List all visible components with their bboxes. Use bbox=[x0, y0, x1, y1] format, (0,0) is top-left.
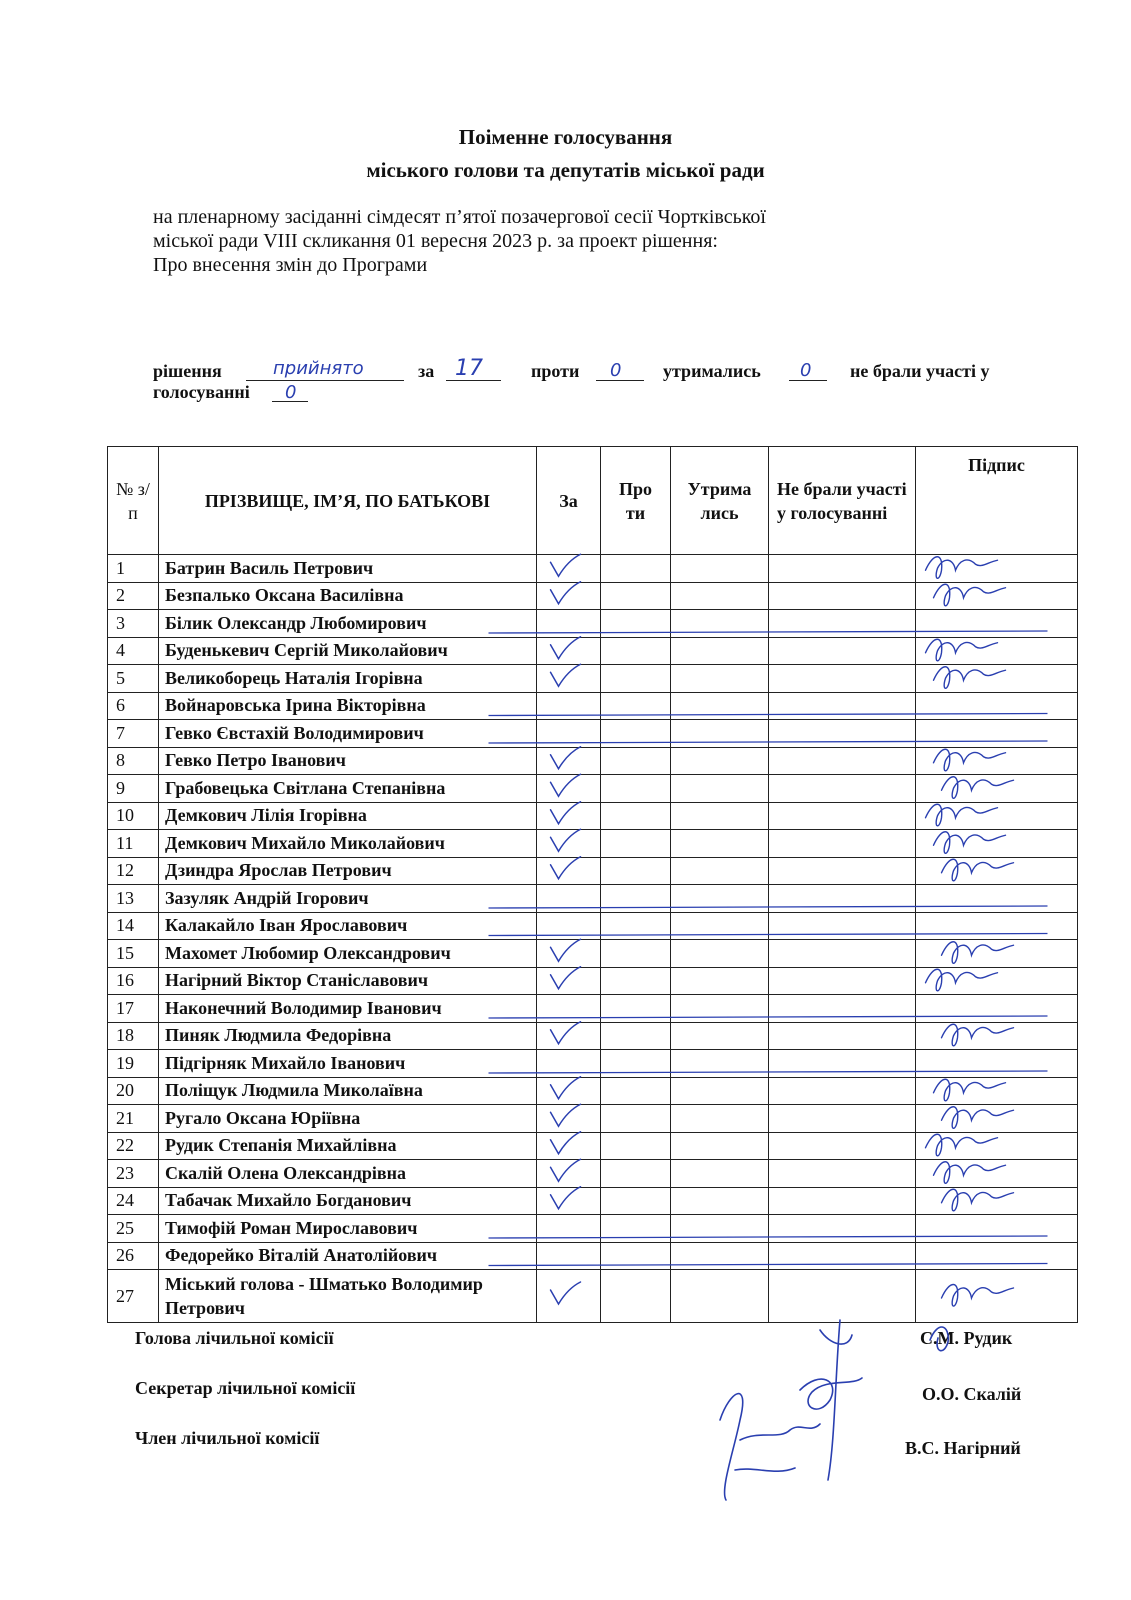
cell-against bbox=[601, 830, 671, 858]
table-row bbox=[108, 692, 1078, 720]
table-row bbox=[108, 912, 1078, 940]
cell-against bbox=[601, 1270, 671, 1323]
row-name: Великоборець Наталія Ігорівна bbox=[159, 665, 537, 693]
cell-signature bbox=[916, 885, 1078, 913]
row-number: 12 bbox=[108, 857, 159, 885]
cell-not-voting bbox=[769, 610, 916, 638]
cell-against bbox=[601, 802, 671, 830]
table-row bbox=[108, 1050, 1078, 1078]
header-not-voting: Не брали участі у голосуванні bbox=[769, 447, 916, 555]
row-number: 16 bbox=[108, 967, 159, 995]
cell-not-voting bbox=[769, 1105, 916, 1133]
cell-for bbox=[537, 802, 601, 830]
cell-against bbox=[601, 720, 671, 748]
row-name: Демкович Михайло Миколайович bbox=[159, 830, 537, 858]
for-label: за bbox=[418, 361, 435, 381]
cell-abstained bbox=[671, 995, 769, 1023]
cell-against bbox=[601, 1187, 671, 1215]
page-title-line1: Поіменне голосування bbox=[458, 125, 673, 149]
footer-role-3: Член лічильної комісії bbox=[135, 1428, 320, 1448]
row-name: Рудик Степанія Михайлівна bbox=[159, 1132, 537, 1160]
table-row bbox=[108, 1270, 1078, 1323]
table-row bbox=[108, 637, 1078, 665]
row-name: Буденькевич Сергій Миколайович bbox=[159, 637, 537, 665]
cell-against bbox=[601, 692, 671, 720]
intro-paragraph bbox=[153, 205, 1063, 277]
cell-against bbox=[601, 940, 671, 968]
for-value: 17 bbox=[455, 356, 483, 381]
row-name: Тимофій Роман Мирославович bbox=[159, 1215, 537, 1243]
header-against: Про ти bbox=[601, 447, 671, 555]
row-name: Скалій Олена Олександрівна bbox=[159, 1160, 537, 1188]
header-name: ПРІЗВИЩЕ, ІМ’Я, ПО БАТЬКОВІ bbox=[159, 447, 537, 555]
cell-for bbox=[537, 1132, 601, 1160]
row-number: 10 bbox=[108, 802, 159, 830]
not-voting-label-cont: голосуванні bbox=[153, 382, 250, 402]
cell-for bbox=[537, 912, 601, 940]
cell-not-voting bbox=[769, 637, 916, 665]
cell-signature bbox=[916, 582, 1078, 610]
row-number: 14 bbox=[108, 912, 159, 940]
header-signature: Підпис bbox=[916, 447, 1078, 555]
table-row bbox=[108, 1242, 1078, 1270]
row-number: 18 bbox=[108, 1022, 159, 1050]
row-name: Калакайло Іван Ярославович bbox=[159, 912, 537, 940]
intro-line-1: на пленарному засіданні сімдесят п’ятої позачергової сесії Чортківської bbox=[153, 206, 766, 228]
row-name: Войнаровська Ірина Вікторівна bbox=[159, 692, 537, 720]
decision-underline bbox=[246, 380, 404, 381]
not-voting-value: 0 bbox=[285, 382, 297, 403]
cell-for bbox=[537, 1270, 601, 1323]
cell-against bbox=[601, 637, 671, 665]
footer-name-2: О.О. Скалій bbox=[922, 1384, 1022, 1404]
cell-signature bbox=[916, 1132, 1078, 1160]
table-row bbox=[108, 1132, 1078, 1160]
cell-not-voting bbox=[769, 857, 916, 885]
cell-abstained bbox=[671, 747, 769, 775]
cell-abstained bbox=[671, 912, 769, 940]
row-number: 13 bbox=[108, 885, 159, 913]
row-number: 11 bbox=[108, 830, 159, 858]
cell-against bbox=[601, 610, 671, 638]
table-row bbox=[108, 857, 1078, 885]
cell-abstained bbox=[671, 582, 769, 610]
header-for: За bbox=[537, 447, 601, 555]
cell-abstained bbox=[671, 1187, 769, 1215]
header-abstained: Утрима лись bbox=[671, 447, 769, 555]
cell-for bbox=[537, 692, 601, 720]
cell-abstained bbox=[671, 1270, 769, 1323]
cell-abstained bbox=[671, 1050, 769, 1078]
cell-abstained bbox=[671, 940, 769, 968]
row-number: 25 bbox=[108, 1215, 159, 1243]
cell-against bbox=[601, 995, 671, 1023]
cell-signature bbox=[916, 1215, 1078, 1243]
row-number: 24 bbox=[108, 1187, 159, 1215]
cell-not-voting bbox=[769, 1050, 916, 1078]
cell-for bbox=[537, 830, 601, 858]
cell-against bbox=[601, 1242, 671, 1270]
cell-for bbox=[537, 1215, 601, 1243]
table-row bbox=[108, 775, 1078, 803]
row-name: Грабовецька Світлана Степанівна bbox=[159, 775, 537, 803]
cell-for bbox=[537, 582, 601, 610]
cell-abstained bbox=[671, 1215, 769, 1243]
footer-role-1: Голова лічильної комісії bbox=[135, 1328, 334, 1348]
cell-not-voting bbox=[769, 940, 916, 968]
table-row bbox=[108, 1160, 1078, 1188]
cell-abstained bbox=[671, 555, 769, 583]
cell-for bbox=[537, 885, 601, 913]
row-name: Зазуляк Андрій Ігорович bbox=[159, 885, 537, 913]
cell-signature bbox=[916, 1050, 1078, 1078]
row-number: 26 bbox=[108, 1242, 159, 1270]
cell-against bbox=[601, 555, 671, 583]
cell-abstained bbox=[671, 1022, 769, 1050]
row-name: Ругало Оксана Юріївна bbox=[159, 1105, 537, 1133]
cell-against bbox=[601, 1050, 671, 1078]
cell-not-voting bbox=[769, 582, 916, 610]
row-name: Гевко Петро Іванович bbox=[159, 747, 537, 775]
cell-against bbox=[601, 912, 671, 940]
table-row bbox=[108, 940, 1078, 968]
row-number: 5 bbox=[108, 665, 159, 693]
row-name: Дзиндра Ярослав Петрович bbox=[159, 857, 537, 885]
cell-for bbox=[537, 1242, 601, 1270]
cell-abstained bbox=[671, 1160, 769, 1188]
cell-for bbox=[537, 1187, 601, 1215]
cell-abstained bbox=[671, 610, 769, 638]
cell-against bbox=[601, 885, 671, 913]
cell-not-voting bbox=[769, 1160, 916, 1188]
handwritten-signature bbox=[800, 1378, 862, 1409]
cell-not-voting bbox=[769, 1215, 916, 1243]
row-number: 20 bbox=[108, 1077, 159, 1105]
cell-not-voting bbox=[769, 830, 916, 858]
cell-signature bbox=[916, 1160, 1078, 1188]
intro-line-2: міської ради VIII скликання 01 вересня 2023 р. за проект рішення: bbox=[153, 230, 718, 252]
abstained-value: 0 bbox=[800, 360, 812, 381]
cell-not-voting bbox=[769, 665, 916, 693]
row-name: Демкович Лілія Ігорівна bbox=[159, 802, 537, 830]
row-number: 22 bbox=[108, 1132, 159, 1160]
cell-for bbox=[537, 1105, 601, 1133]
cell-against bbox=[601, 1077, 671, 1105]
row-name: Гевко Євстахій Володимирович bbox=[159, 720, 537, 748]
table-row bbox=[108, 1215, 1078, 1243]
row-number: 6 bbox=[108, 692, 159, 720]
table-row bbox=[108, 802, 1078, 830]
footer-name-1: С.М. Рудик bbox=[920, 1328, 1013, 1348]
table-row bbox=[108, 1187, 1078, 1215]
table-row bbox=[108, 555, 1078, 583]
intro-line-3: Про внесення змін до Програми bbox=[153, 254, 428, 276]
row-name: Поліщук Людмила Миколаївна bbox=[159, 1077, 537, 1105]
cell-not-voting bbox=[769, 885, 916, 913]
row-name: Батрин Василь Петрович bbox=[159, 555, 537, 583]
cell-against bbox=[601, 1132, 671, 1160]
row-name: Табачак Михайло Богданович bbox=[159, 1187, 537, 1215]
cell-abstained bbox=[671, 857, 769, 885]
cell-for bbox=[537, 720, 601, 748]
cell-for bbox=[537, 610, 601, 638]
cell-against bbox=[601, 1215, 671, 1243]
cell-signature bbox=[916, 1105, 1078, 1133]
cell-signature bbox=[916, 1187, 1078, 1215]
row-name: Махомет Любомир Олександрович bbox=[159, 940, 537, 968]
cell-signature bbox=[916, 912, 1078, 940]
decision-value: прийнято bbox=[273, 358, 364, 379]
cell-abstained bbox=[671, 1105, 769, 1133]
cell-signature bbox=[916, 857, 1078, 885]
cell-signature bbox=[916, 610, 1078, 638]
cell-abstained bbox=[671, 1132, 769, 1160]
cell-against bbox=[601, 1022, 671, 1050]
cell-for bbox=[537, 665, 601, 693]
cell-not-voting bbox=[769, 1242, 916, 1270]
cell-against bbox=[601, 747, 671, 775]
cell-for bbox=[537, 1077, 601, 1105]
cell-abstained bbox=[671, 665, 769, 693]
row-name: Нагірний Віктор Станіславович bbox=[159, 967, 537, 995]
cell-abstained bbox=[671, 830, 769, 858]
cell-for bbox=[537, 857, 601, 885]
table-row bbox=[108, 830, 1078, 858]
table-row bbox=[108, 582, 1078, 610]
table-row bbox=[108, 720, 1078, 748]
cell-abstained bbox=[671, 885, 769, 913]
cell-abstained bbox=[671, 802, 769, 830]
row-number: 2 bbox=[108, 582, 159, 610]
cell-against bbox=[601, 967, 671, 995]
cell-abstained bbox=[671, 775, 769, 803]
row-name: Пиняк Людмила Федорівна bbox=[159, 1022, 537, 1050]
cell-against bbox=[601, 1105, 671, 1133]
abstained-label: утримались bbox=[663, 361, 761, 381]
cell-against bbox=[601, 582, 671, 610]
cell-not-voting bbox=[769, 1270, 916, 1323]
cell-signature bbox=[916, 692, 1078, 720]
page-title-line2: міського голови та депутатів міської ради bbox=[366, 158, 765, 182]
cell-against bbox=[601, 1160, 671, 1188]
row-number: 21 bbox=[108, 1105, 159, 1133]
row-name: Білик Олександр Любомирович bbox=[159, 610, 537, 638]
cell-for bbox=[537, 1160, 601, 1188]
table-row bbox=[108, 747, 1078, 775]
cell-abstained bbox=[671, 637, 769, 665]
cell-for bbox=[537, 637, 601, 665]
row-number: 3 bbox=[108, 610, 159, 638]
table-row bbox=[108, 885, 1078, 913]
cell-signature bbox=[916, 830, 1078, 858]
table-header-row bbox=[108, 447, 1078, 555]
cell-signature bbox=[916, 1077, 1078, 1105]
cell-signature bbox=[916, 995, 1078, 1023]
cell-not-voting bbox=[769, 802, 916, 830]
row-number: 7 bbox=[108, 720, 159, 748]
row-number: 4 bbox=[108, 637, 159, 665]
cell-not-voting bbox=[769, 775, 916, 803]
cell-for bbox=[537, 555, 601, 583]
cell-signature bbox=[916, 1242, 1078, 1270]
cell-signature bbox=[916, 967, 1078, 995]
cell-abstained bbox=[671, 1077, 769, 1105]
cell-abstained bbox=[671, 967, 769, 995]
table-row bbox=[108, 610, 1078, 638]
cell-for bbox=[537, 995, 601, 1023]
cell-against bbox=[601, 857, 671, 885]
cell-for bbox=[537, 747, 601, 775]
cell-signature bbox=[916, 747, 1078, 775]
row-number: 17 bbox=[108, 995, 159, 1023]
row-number: 9 bbox=[108, 775, 159, 803]
cell-against bbox=[601, 775, 671, 803]
row-name: Федорейко Віталій Анатолійович bbox=[159, 1242, 537, 1270]
row-name: Міський голова - Шматько Володимир Петрович bbox=[159, 1270, 537, 1323]
row-number: 19 bbox=[108, 1050, 159, 1078]
cell-not-voting bbox=[769, 1187, 916, 1215]
table-row bbox=[108, 665, 1078, 693]
cell-for bbox=[537, 775, 601, 803]
row-number: 23 bbox=[108, 1160, 159, 1188]
cell-for bbox=[537, 1050, 601, 1078]
decision-label: рішення bbox=[153, 361, 222, 381]
row-name: Підгірняк Михайло Іванович bbox=[159, 1050, 537, 1078]
cell-signature bbox=[916, 1022, 1078, 1050]
table-row bbox=[108, 1022, 1078, 1050]
not-voting-label: не брали участі у bbox=[850, 361, 990, 381]
cell-abstained bbox=[671, 720, 769, 748]
cell-not-voting bbox=[769, 747, 916, 775]
cell-signature bbox=[916, 555, 1078, 583]
cell-signature bbox=[916, 665, 1078, 693]
cell-not-voting bbox=[769, 692, 916, 720]
cell-for bbox=[537, 940, 601, 968]
cell-abstained bbox=[671, 692, 769, 720]
cell-signature bbox=[916, 940, 1078, 968]
against-label: проти bbox=[531, 361, 580, 381]
footer-name-3: В.С. Нагірний bbox=[905, 1438, 1021, 1458]
against-value: 0 bbox=[610, 360, 622, 381]
footer-role-2: Секретар лічильної комісії bbox=[135, 1378, 356, 1398]
handwritten-signature bbox=[720, 1394, 820, 1500]
cell-abstained bbox=[671, 1242, 769, 1270]
cell-signature bbox=[916, 1270, 1078, 1323]
cell-not-voting bbox=[769, 1132, 916, 1160]
table-row bbox=[108, 967, 1078, 995]
table-row bbox=[108, 1105, 1078, 1133]
cell-for bbox=[537, 967, 601, 995]
cell-not-voting bbox=[769, 1077, 916, 1105]
table-row bbox=[108, 1077, 1078, 1105]
cell-not-voting bbox=[769, 995, 916, 1023]
cell-not-voting bbox=[769, 967, 916, 995]
cell-not-voting bbox=[769, 555, 916, 583]
cell-signature bbox=[916, 802, 1078, 830]
header-num: № з/п bbox=[108, 447, 159, 555]
row-number: 15 bbox=[108, 940, 159, 968]
cell-signature bbox=[916, 775, 1078, 803]
voting-table bbox=[107, 446, 1078, 1323]
cell-against bbox=[601, 665, 671, 693]
cell-signature bbox=[916, 720, 1078, 748]
cell-not-voting bbox=[769, 1022, 916, 1050]
row-name: Наконечний Володимир Іванович bbox=[159, 995, 537, 1023]
row-number: 1 bbox=[108, 555, 159, 583]
cell-not-voting bbox=[769, 912, 916, 940]
cell-not-voting bbox=[769, 720, 916, 748]
table-row bbox=[108, 995, 1078, 1023]
cell-for bbox=[537, 1022, 601, 1050]
cell-signature bbox=[916, 637, 1078, 665]
row-name: Безпалько Оксана Василівна bbox=[159, 582, 537, 610]
row-number: 8 bbox=[108, 747, 159, 775]
row-number: 27 bbox=[108, 1270, 159, 1323]
